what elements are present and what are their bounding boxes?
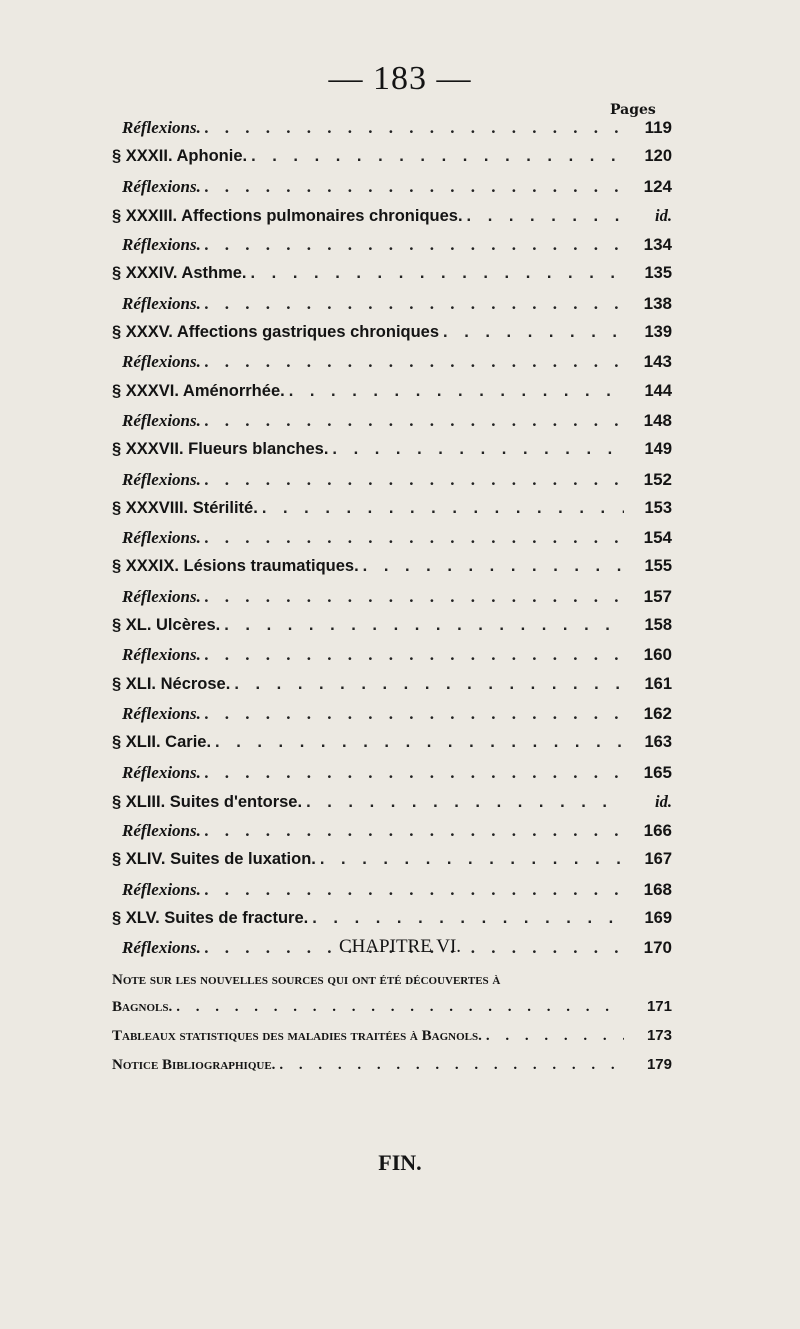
toc-entry-reflexions <box>112 821 672 850</box>
entry-page: 144 <box>644 381 672 400</box>
toc-entry-section <box>112 850 672 879</box>
entry-label: Réflexions. <box>122 762 201 782</box>
dot-leader <box>205 704 624 724</box>
entry-page: 138 <box>643 293 672 313</box>
entry-label: Réflexions. <box>122 352 201 372</box>
entry-label: Tableaux statistiques des maladies traitées à Bagnols. <box>112 1028 482 1044</box>
entry-label: Réflexions. <box>122 645 201 665</box>
dot-leader <box>205 235 624 255</box>
entry-page: 155 <box>644 557 672 576</box>
toc-entry-reflexions <box>112 704 672 733</box>
entry-label: Réflexions. <box>122 118 201 137</box>
entry-label: Réflexions. <box>122 879 201 899</box>
entry-label: Bagnols. <box>112 999 173 1015</box>
entry-label: § XLII. Carie. <box>112 733 212 752</box>
toc-entry-reflexions <box>112 880 672 909</box>
toc-entry-reflexions <box>112 470 672 499</box>
entry-label: § XXXVII. Flueurs blanches. <box>112 440 329 459</box>
toc-entry-section <box>112 499 672 528</box>
pages-column-label: Pages <box>610 102 656 118</box>
entry-label: Notice Bibliographique. <box>112 1057 276 1073</box>
entry-label: § XLV. Suites de fracture. <box>112 909 309 928</box>
entry-page: 167 <box>644 850 672 869</box>
toc-entry-section <box>112 206 672 235</box>
toc-entry-reflexions <box>112 294 672 323</box>
dot-leader <box>205 528 624 548</box>
dot-leader <box>467 207 624 226</box>
entry-label: Réflexions. <box>122 703 201 723</box>
dot-leader <box>205 177 624 197</box>
toc-entry-section <box>112 147 672 176</box>
entry-label: § XXXIII. Affections pulmonaires chroniques. <box>112 206 463 225</box>
entry-label: § XXXIX. Lésions traumatiques. <box>112 557 359 576</box>
toc-entry-reflexions <box>112 177 672 206</box>
toc-entry-reflexions <box>112 118 672 147</box>
dot-leader <box>443 323 624 342</box>
dot-leader <box>486 1028 624 1045</box>
entry-page: 154 <box>643 528 672 548</box>
dot-leader <box>289 382 624 401</box>
entry-page: 169 <box>644 909 672 928</box>
entry-label: Réflexions. <box>122 528 201 548</box>
entry-page: 148 <box>643 410 672 430</box>
toc-entry-note-line1 <box>112 972 672 998</box>
entry-label: § XXXVI. Aménorrhée. <box>112 381 285 400</box>
toc-entry-reflexions <box>112 645 672 674</box>
entry-page: 171 <box>646 998 672 1015</box>
dot-leader <box>251 147 624 166</box>
entry-page: 134 <box>643 235 672 255</box>
entry-label: § XLI. Nécrose. <box>112 674 231 693</box>
dot-leader <box>224 616 624 635</box>
dot-leader <box>363 557 624 576</box>
toc-entry-section <box>112 440 672 469</box>
entry-label: § XL. Ulcères. <box>112 616 221 635</box>
dot-leader <box>205 470 624 490</box>
dot-leader <box>306 793 624 812</box>
dot-leader <box>205 118 624 138</box>
dot-leader <box>215 733 624 752</box>
toc-entry-section <box>112 733 672 762</box>
entry-label: Note sur les nouvelles sources qui ont été découvertes à <box>112 972 501 988</box>
toc-entry-reflexions <box>112 763 672 792</box>
toc-entry-reflexions <box>112 528 672 557</box>
entry-label: Réflexions. <box>122 821 201 841</box>
entry-page: 135 <box>644 264 672 283</box>
toc-entry-reflexions <box>112 235 672 264</box>
entry-page: 160 <box>643 645 672 665</box>
entry-page: 120 <box>644 147 672 166</box>
toc-entry-section <box>112 675 672 704</box>
dot-leader <box>205 880 624 900</box>
entry-page: 170 <box>643 938 672 958</box>
chapter-title: CHAPITRE VI. <box>338 936 462 957</box>
entry-label: § XLIV. Suites de luxation. <box>112 850 316 869</box>
toc-entry-section <box>112 264 672 293</box>
dot-leader <box>205 587 624 607</box>
dot-leader <box>279 1057 624 1074</box>
toc-entry-tableaux <box>112 1027 672 1056</box>
entry-page: 161 <box>644 674 672 693</box>
toc-entry-section <box>112 557 672 586</box>
toc-entry-reflexions <box>112 411 672 440</box>
entry-label: Réflexions. <box>122 410 201 430</box>
entry-page: 153 <box>644 498 672 517</box>
dot-leader <box>176 999 624 1016</box>
entry-page: id. <box>655 791 672 811</box>
entry-page: 149 <box>644 440 672 459</box>
fin-text: FIN. <box>378 1150 422 1175</box>
entry-label: § XXXVIII. Stérilité. <box>112 498 258 517</box>
dot-leader <box>234 675 624 694</box>
toc-entry-section <box>112 792 672 821</box>
dot-leader <box>332 440 624 459</box>
entry-page: 139 <box>644 323 672 342</box>
entry-label: § XXXII. Aphonie. <box>112 147 248 166</box>
table-of-contents <box>112 118 672 968</box>
dot-leader <box>205 411 624 431</box>
toc-entry-reflexions <box>112 587 672 616</box>
entry-label: § XLIII. Suites d'entorse. <box>112 792 303 811</box>
dot-leader <box>205 352 624 372</box>
entry-label: Réflexions. <box>122 235 201 255</box>
entry-page: 168 <box>643 879 672 899</box>
dot-leader <box>205 645 624 665</box>
entry-label: Réflexions. <box>122 176 201 196</box>
entry-label: Réflexions. <box>122 293 201 313</box>
toc-entry-notice <box>112 1056 672 1085</box>
entry-page: 165 <box>643 762 672 782</box>
entry-page: 152 <box>643 469 672 489</box>
entry-page: 179 <box>646 1056 672 1073</box>
entry-page: 163 <box>644 733 672 752</box>
entry-page: 119 <box>644 118 672 137</box>
entry-label: Réflexions. <box>122 586 201 606</box>
entry-label: Réflexions. <box>122 938 201 958</box>
entry-page: 157 <box>643 586 672 606</box>
toc-entry-section <box>112 323 672 352</box>
page-number-header: — 183 — <box>328 60 472 97</box>
dot-leader <box>320 850 624 869</box>
dot-leader <box>251 264 624 283</box>
appendix-entries <box>112 972 672 1085</box>
dot-leader <box>312 909 624 928</box>
entry-page: 162 <box>643 703 672 723</box>
entry-label: § XXXV. Affections gastriques chroniques <box>112 323 440 342</box>
entry-page: 158 <box>644 616 672 635</box>
entry-page: 124 <box>643 176 672 196</box>
dot-leader <box>205 763 624 783</box>
entry-label: § XXXIV. Asthme. <box>112 264 247 283</box>
entry-page: 173 <box>646 1027 672 1044</box>
dot-leader <box>205 294 624 314</box>
entry-label: Réflexions. <box>122 469 201 489</box>
entry-page: 143 <box>643 352 672 372</box>
dot-leader <box>262 499 624 518</box>
toc-entry-section <box>112 382 672 411</box>
toc-entry-note <box>112 998 672 1027</box>
toc-entry-section <box>112 909 672 938</box>
entry-page: id. <box>655 205 672 225</box>
toc-entry-reflexions <box>112 352 672 381</box>
entry-page: 166 <box>643 821 672 841</box>
toc-entry-section <box>112 616 672 645</box>
dot-leader <box>205 821 624 841</box>
